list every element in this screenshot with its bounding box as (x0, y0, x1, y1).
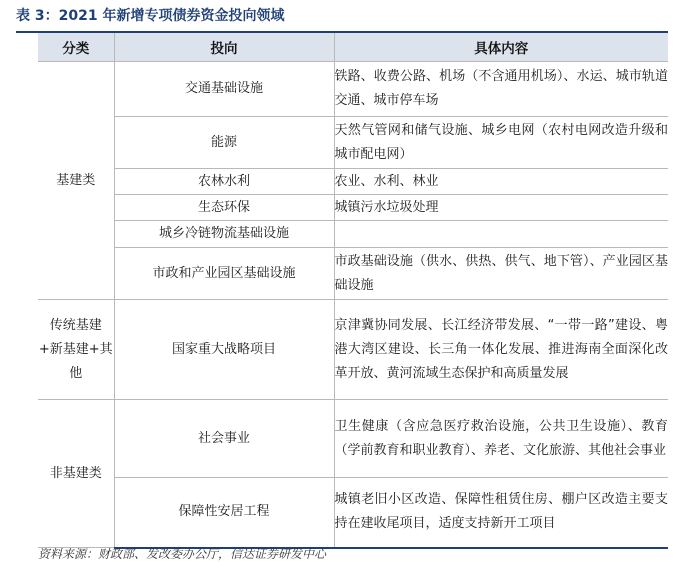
detail-cell: 农业、水利、林业 (334, 169, 668, 195)
direction-cell: 城乡冷链物流基础设施 (114, 221, 334, 248)
table-row (38, 300, 668, 400)
category-cell: 传统基建+新基建+其他 (38, 300, 114, 400)
detail-cell: 京津冀协同发展、长江经济带发展、“一带一路”建设、粤港大湾区建设、长三角一体化发展、推进海南全面深化改革开放、黄河流域生态保护和高质量发展 (334, 300, 668, 400)
direction-cell: 交通基础设施 (114, 62, 334, 117)
header-row (38, 33, 668, 62)
direction-cell: 市政和产业园区基础设施 (114, 248, 334, 300)
table-row (38, 169, 668, 195)
detail-cell: 天然气管网和储气设施、城乡电网（农村电网改造升级和城市配电网） (334, 117, 668, 169)
direction-cell: 社会事业 (114, 400, 334, 478)
direction-cell: 生态环保 (114, 195, 334, 221)
header-category: 分类 (38, 33, 114, 62)
direction-cell: 国家重大战略项目 (114, 300, 334, 400)
detail-cell (334, 221, 668, 248)
category-cell: 非基建类 (38, 400, 114, 548)
header-detail: 具体内容 (334, 33, 668, 62)
table-row (38, 478, 668, 548)
table-row (38, 195, 668, 221)
table-title: 表 3：2021 年新增专项债券资金投向领域 (16, 8, 285, 24)
table-row (38, 62, 668, 117)
direction-cell: 保障性安居工程 (114, 478, 334, 548)
category-cell: 基建类 (38, 62, 114, 300)
table-row (38, 117, 668, 169)
table-row (38, 221, 668, 248)
header-direction: 投向 (114, 33, 334, 62)
investment-table (38, 33, 668, 549)
detail-cell: 城镇老旧小区改造、保障性租赁住房、棚户区改造主要支持在建收尾项目，适度支持新开工项目 (334, 478, 668, 548)
direction-cell: 能源 (114, 117, 334, 169)
source-note: 资料来源：财政部、发改委办公厅，信达证券研发中心 (38, 547, 327, 561)
detail-cell: 市政基础设施（供水、供热、供气、地下管）、产业园区基础设施 (334, 248, 668, 300)
table-row (38, 400, 668, 478)
table-row (38, 248, 668, 300)
detail-cell: 卫生健康（含应急医疗救治设施，公共卫生设施）、教育（学前教育和职业教育）、养老、文化旅游、其他社会事业 (334, 400, 668, 478)
detail-cell: 城镇污水垃圾处理 (334, 195, 668, 221)
detail-cell: 铁路、收费公路、机场（不含通用机场）、水运、城市轨道交通、城市停车场 (334, 62, 668, 117)
direction-cell: 农林水利 (114, 169, 334, 195)
